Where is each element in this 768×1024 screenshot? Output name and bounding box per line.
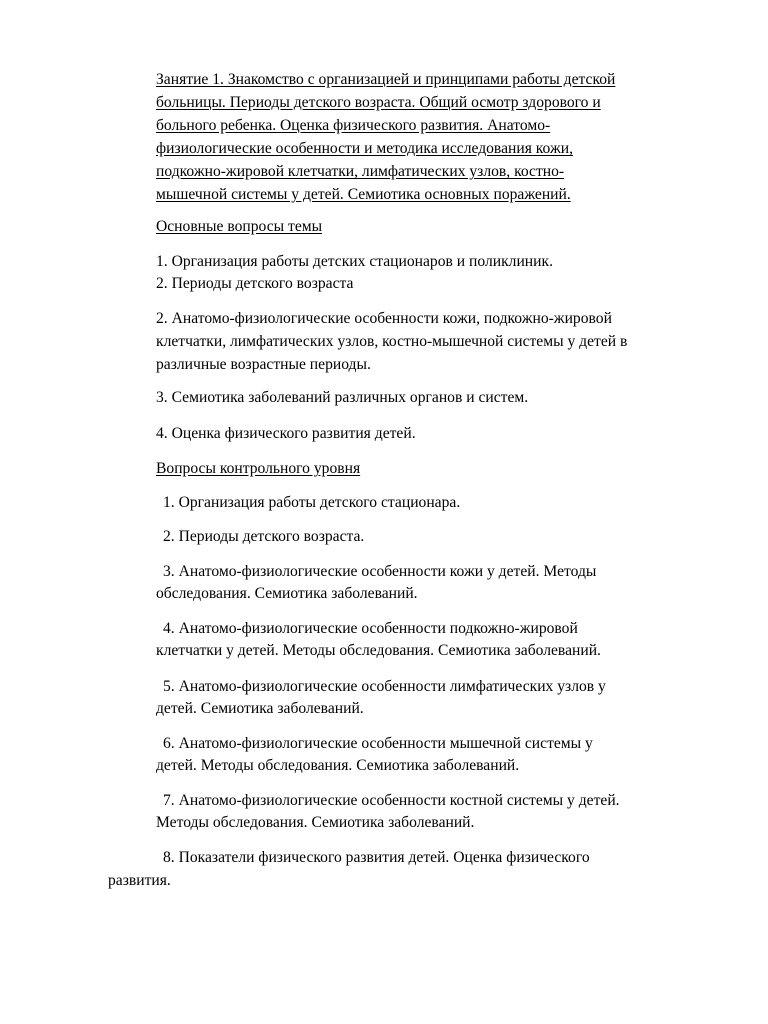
control-question-5-line-2: детей. Семиотика заболеваний.	[156, 700, 364, 717]
control-question-1: 1. Организация работы детского стационара.	[163, 494, 461, 511]
control-question-3-line-2: обследования. Семиотика заболеваний.	[156, 585, 418, 602]
main-questions-heading: Основные вопросы темы	[156, 218, 323, 235]
control-question-7-line-2: Методы обследования. Семиотика заболеваний.	[156, 814, 475, 831]
control-question-4-line-1: 4. Анатомо-физиологические особенности подкожно-жировой	[163, 620, 578, 637]
main-question-2: 2. Периоды детского возраста	[156, 275, 354, 292]
lesson-title-line-6: мышечной системы у детей. Семиотика основных поражений.	[156, 186, 571, 203]
lesson-title-line-4: физиологические особенности и методика исследования кожи,	[156, 140, 573, 157]
control-question-3-line-1: 3. Анатомо-физиологические особенности кожи у детей. Методы	[163, 563, 597, 580]
control-questions-heading: Вопросы контрольного уровня	[156, 460, 361, 477]
control-question-7-line-1: 7. Анатомо-физиологические особенности костной системы у детей.	[163, 792, 620, 809]
main-question-5: 4. Оценка физического развития детей.	[156, 425, 416, 442]
control-question-8-line-2: развития.	[108, 872, 171, 889]
main-question-4: 3. Семиотика заболеваний различных органов и систем.	[156, 389, 529, 406]
control-question-8-line-1: 8. Показатели физического развития детей. Оценка физического	[163, 849, 590, 866]
lesson-title-line-5: подкожно-жировой клетчатки, лимфатических узлов, костно-	[156, 163, 565, 180]
control-question-4-line-2: клетчатки у детей. Методы обследования. Семиотика заболеваний.	[156, 642, 601, 659]
main-question-3-line-2: клетчатки, лимфатических узлов, костно-мышечной системы у детей в	[156, 333, 628, 350]
control-question-6-line-2: детей. Методы обследования. Семиотика заболеваний.	[156, 757, 520, 774]
control-question-5-line-1: 5. Анатомо-физиологические особенности лимфатических узлов у	[163, 678, 606, 695]
lesson-title-line-3: больного ребенка. Оценка физического развития. Анатомо-	[156, 117, 551, 134]
main-question-3-line-1: 2. Анатомо-физиологические особенности кожи, подкожно-жировой	[156, 310, 612, 327]
main-question-1: 1. Организация работы детских стационаров и поликлиник.	[156, 253, 553, 270]
lesson-title-line-2: больницы. Периоды детского возраста. Общий осмотр здорового и	[156, 94, 601, 111]
lesson-title-line-1: Занятие 1. Знакомство с организацией и принципами работы детской	[156, 71, 616, 88]
control-question-6-line-1: 6. Анатомо-физиологические особенности мышечной системы у	[163, 735, 593, 752]
control-question-2: 2. Периоды детского возраста.	[163, 528, 365, 545]
main-question-3-line-3: различные возрастные периоды.	[156, 356, 371, 373]
